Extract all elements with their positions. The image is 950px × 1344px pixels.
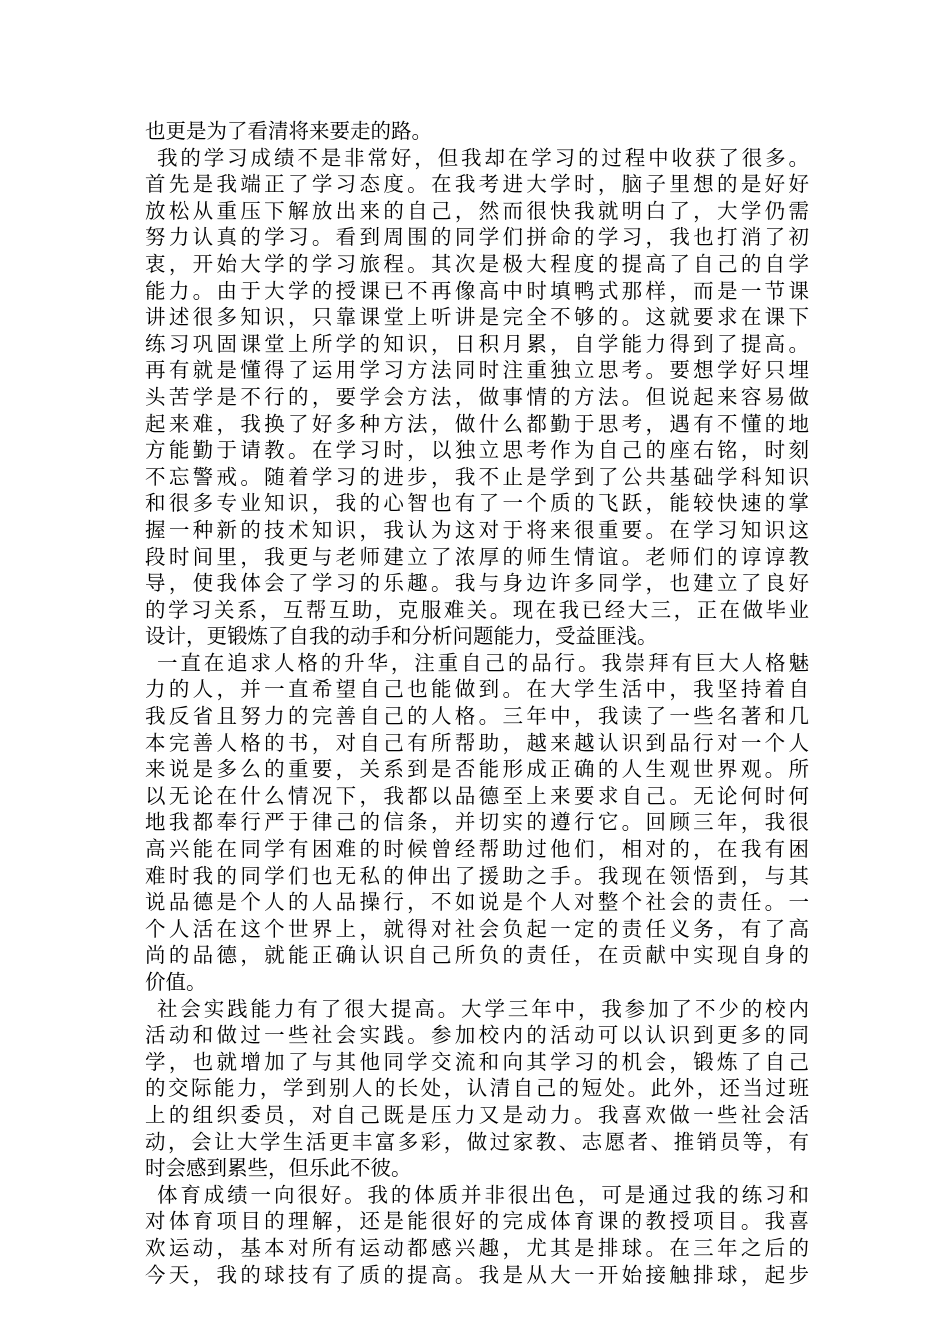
text-line: 今天，我的球技有了质的提高。我是从大一开始接触排球，起步: [145, 1262, 809, 1287]
text-line: 首先是我端正了学习态度。在我考进大学时，脑子里想的是好好: [145, 172, 809, 197]
text-line: 放松从重压下解放出来的自己，然而很快我就明白了，大学仍需: [145, 198, 809, 223]
text-line: 力的人，并一直希望自己也能做到。在大学生活中，我坚持着自: [145, 677, 809, 702]
text-line: 导，使我体会了学习的乐趣。我与身边许多同学，也建立了良好: [145, 571, 809, 596]
text-line: 活动和做过一些社会实践。参加校内的活动可以认识到更多的同: [145, 1023, 809, 1048]
text-line: 我反省且努力的完善自己的人格。三年中，我读了一些名著和几: [145, 704, 809, 729]
text-line: 的学习关系，互帮互助，克服难关。现在我已经大三，正在做毕业: [145, 597, 809, 622]
text-line: 再有就是懂得了运用学习方法同时注重独立思考。要想学好只埋: [145, 358, 809, 383]
text-line: 时会感到累些，但乐此不彼。: [145, 1156, 412, 1181]
text-line: 练习巩固课堂上所学的知识，日积月累，自学能力得到了提高。: [145, 331, 809, 356]
text-line: 对体育项目的理解，还是能很好的完成体育课的教授项目。我喜: [145, 1209, 809, 1234]
text-line: 段时间里，我更与老师建立了浓厚的师生情谊。老师们的谆谆教: [145, 544, 809, 569]
text-line: 头苦学是不行的，要学会方法，做事情的方法。但说起来容易做: [145, 384, 809, 409]
text-line: 握一种新的技术知识，我认为这对于将来很重要。在学习知识这: [145, 517, 809, 542]
text-line: 方能勤于请教。在学习时，以独立思考作为自己的座右铭，时刻: [145, 438, 809, 463]
text-line: 难时我的同学们也无私的伸出了援助之手。我现在领悟到，与其: [145, 863, 809, 888]
text-line: 高兴能在同学有困难的时候曾经帮助过他们，相对的，在我有困: [145, 837, 809, 862]
text-line: 讲述很多知识，只靠课堂上听讲是完全不够的。这就要求在课下: [145, 305, 809, 330]
text-line: 不忘警戒。随着学习的进步，我不止是学到了公共基础学科知识: [145, 464, 809, 489]
text-line: 的交际能力，学到别人的长处，认清自己的短处。此外，还当过班: [145, 1076, 809, 1101]
text-line: 一直在追求人格的升华，注重自己的品行。我崇拜有巨大人格魅: [157, 650, 809, 675]
text-line: 个人活在这个世界上，就得对社会负起一定的责任义务，有了高: [145, 916, 809, 941]
text-line: 本完善人格的书，对自己有所帮助，越来越认识到品行对一个人: [145, 730, 809, 755]
text-line: 和很多专业知识，我的心智也有了一个质的飞跃，能较快速的掌: [145, 491, 809, 516]
text-line: 欢运动，基本对所有运动都感兴趣，尤其是排球。在三年之后的: [145, 1235, 809, 1260]
text-line: 衷，开始大学的学习旅程。其次是极大程度的提高了自己的自学: [145, 251, 809, 276]
text-line: 上的组织委员，对自己既是压力又是动力。我喜欢做一些社会活: [145, 1102, 809, 1127]
text-line: 以无论在什么情况下，我都以品德至上来要求自己。无论何时何: [145, 783, 809, 808]
text-line: 动，会让大学生活更丰富多彩，做过家教、志愿者、推销员等，有: [145, 1129, 809, 1154]
text-line: 努力认真的学习。看到周围的同学们拼命的学习，我也打消了初: [145, 225, 809, 250]
text-line: 体育成绩一向很好。我的体质并非很出色，可是通过我的练习和: [157, 1182, 809, 1207]
text-line: 能力。由于大学的授课已不再像高中时填鸭式那样，而是一节课: [145, 278, 809, 303]
text-line: 我的学习成绩不是非常好，但我却在学习的过程中收获了很多。: [157, 145, 809, 170]
text-line: 地我都奉行严于律己的信条，并切实的遵行它。回顾三年，我很: [145, 810, 809, 835]
text-line: 起来难，我换了好多种方法，做什么都勤于思考，遇有不懂的地: [145, 411, 809, 436]
text-line: 说品德是个人的人品操行，不如说是个人对整个社会的责任。一: [145, 890, 809, 915]
text-line: 尚的品德，就能正确认识自己所负的责任，在贡献中实现自身的: [145, 943, 809, 968]
document-body: [145, 118, 809, 1288]
text-line: 也更是为了看清将来要走的路。: [145, 119, 432, 143]
text-line: 社会实践能力有了很大提高。大学三年中，我参加了不少的校内: [157, 996, 809, 1021]
text-line: 价值。: [145, 970, 207, 994]
text-line: 设计，更锻炼了自我的动手和分析问题能力，受益匪浅。: [145, 624, 658, 649]
text-line: 学，也就增加了与其他同学交流和向其学习的机会，锻炼了自己: [145, 1049, 809, 1074]
text-line: 来说是多么的重要，关系到是否能形成正确的人生观世界观。所: [145, 757, 809, 782]
